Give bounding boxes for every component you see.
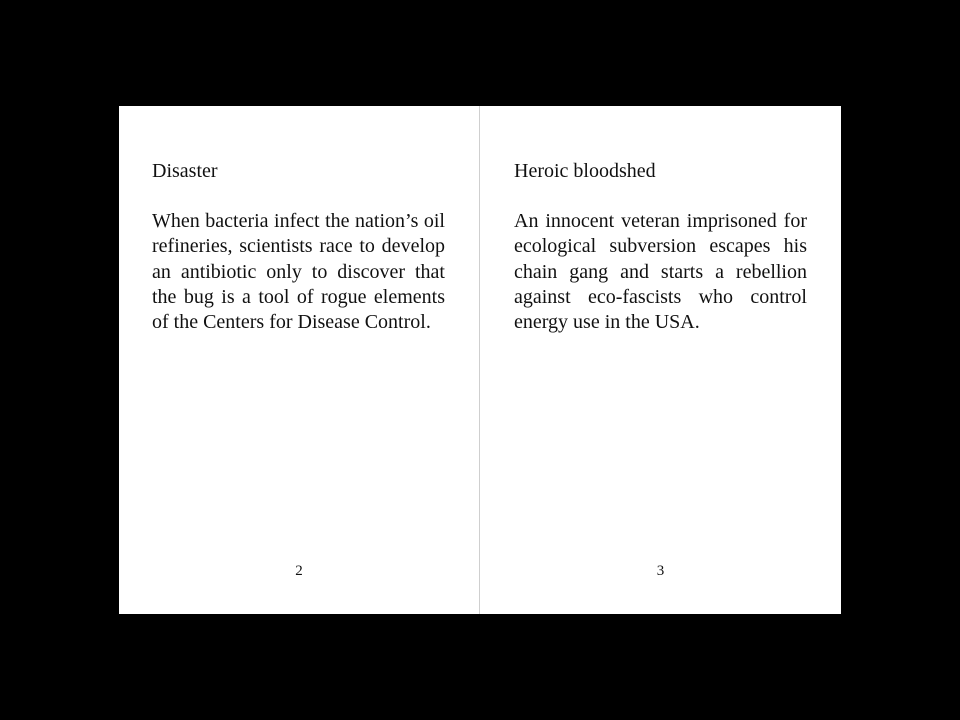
left-page [119,106,480,614]
right-page [480,106,841,614]
right-page-heading: Heroic bloodshed [514,160,656,182]
right-page-number: 3 [656,563,665,579]
left-page-heading: Disaster [152,160,218,182]
book-spread [119,106,841,614]
left-page-number: 2 [295,563,303,579]
right-page-body: An innocent veteran imprisoned for ecological subversion escapes his chain gang and starts a rebellion against eco-fascists who control energy use in the USA. [514,210,807,334]
left-page-body: When bacteria infect the nation’s oil refineries, scientists race to develop an antibiotic only to discover that the bug is a tool of rogue elements of the Centers for Disease Control. [152,210,445,334]
